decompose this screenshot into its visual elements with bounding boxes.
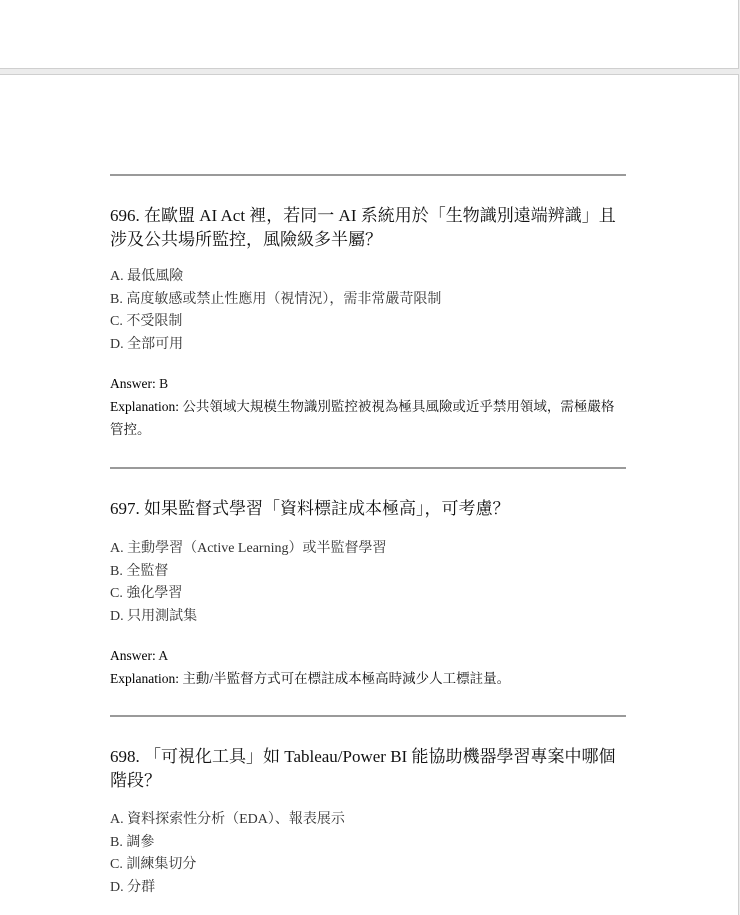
question-696 (110, 204, 630, 252)
question-number: 696. (110, 206, 140, 225)
option-c: C. 強化學習 (110, 586, 183, 601)
answer-696 (110, 373, 630, 395)
question-text: 如果監督式學習「資料標註成本極高」，可考慮？ (144, 499, 510, 518)
question-number: 698. (110, 747, 140, 766)
answer-label: Answer: (110, 648, 156, 663)
option-a: A. 資料探索性分析（EDA）、報表展示 (110, 812, 345, 827)
divider (110, 715, 626, 717)
option-b: B. 全監督 (110, 563, 169, 579)
question-697 (110, 497, 630, 521)
explanation-label: Explanation: (110, 671, 179, 686)
option-d: D. 分群 (110, 879, 156, 895)
answer-697 (110, 645, 630, 667)
option-d: D. 全部可用 (110, 336, 184, 352)
option-a: A. 主動學習（Active Learning）或半監督學習 (110, 541, 387, 556)
option-d: D. 只用測試集 (110, 608, 198, 624)
answer-value: B (159, 376, 169, 391)
options-696 (110, 266, 630, 356)
explanation-text: 主動/半監督方式可在標註成本極高時減少人工標註量。 (182, 671, 511, 686)
question-text: 「可視化工具」如 Tableau/Power BI 能協助機器學習專案中哪個階段？ (110, 747, 616, 790)
option-c: C. 不受限制 (110, 314, 183, 329)
question-number: 697. (110, 499, 140, 518)
previous-page (0, 0, 739, 69)
option-b: B. 調參 (110, 834, 155, 850)
explanation-697 (110, 668, 626, 691)
explanation-696 (110, 396, 626, 441)
answer-value: A (158, 648, 169, 663)
explanation-label: Explanation: (110, 399, 179, 414)
option-b: B. 高度敏感或禁止性應用（視情況），需非常嚴苛限制 (110, 291, 442, 307)
question-text: 在歐盟 AI Act 裡，若同一 AI 系統用於「生物識別遠端辨識」且涉及公共場所監控，風險級多半屬？ (110, 206, 616, 249)
divider (110, 467, 626, 469)
answer-label: Answer: (110, 376, 156, 391)
options-698 (110, 809, 630, 899)
option-a: A. 最低風險 (110, 269, 184, 284)
options-697 (110, 538, 630, 628)
option-c: C. 訓練集切分 (110, 857, 197, 872)
divider (110, 174, 626, 176)
explanation-text: 公共領域大規模生物識別監控被視為極具風險或近乎禁用領域，需極嚴格管控。 (110, 399, 615, 437)
question-698 (110, 745, 630, 793)
